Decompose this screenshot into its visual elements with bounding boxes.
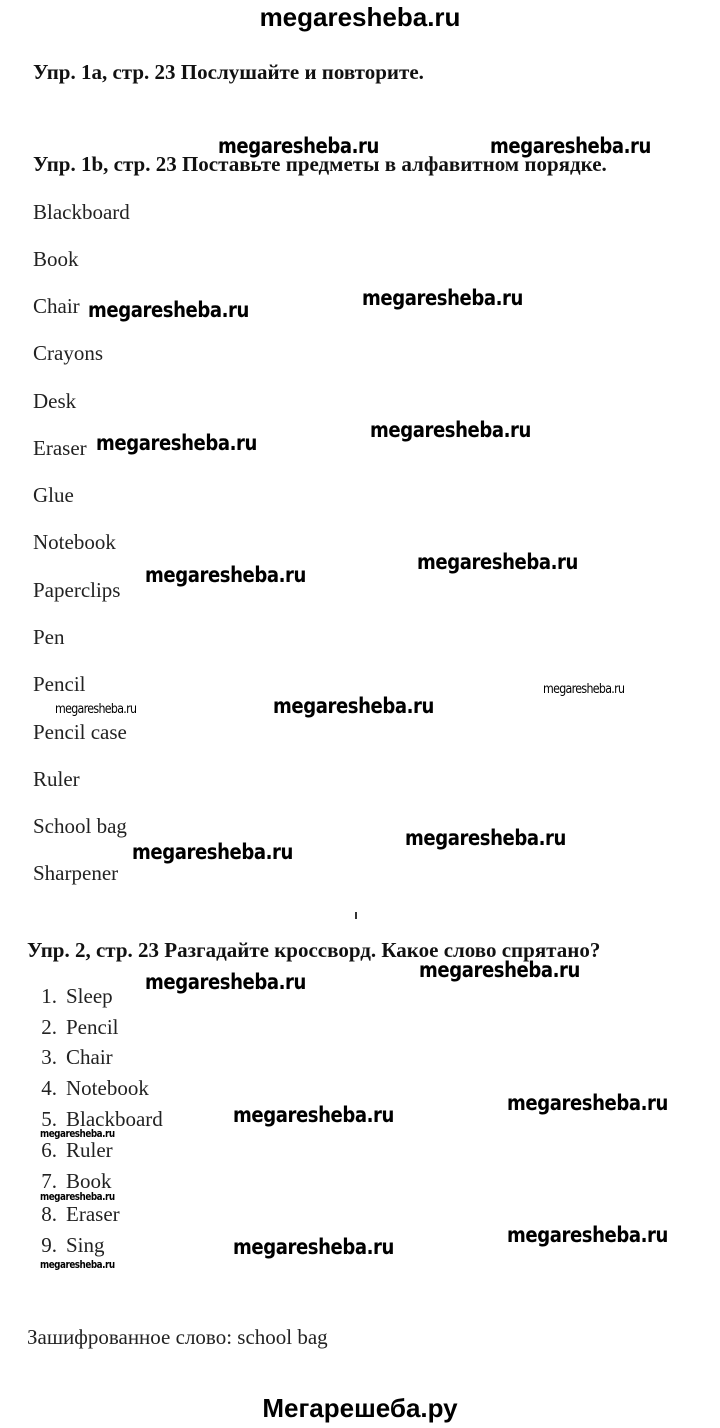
alphabet-word: Sharpener [33,861,119,885]
item-number: 2. [41,1015,57,1039]
watermark: megaresheba.ru [362,286,523,310]
watermark: megaresheba.ru [88,298,249,322]
watermark: megaresheba.ru [233,1103,394,1127]
alphabet-word: Notebook [33,530,116,554]
watermark: megaresheba.ru [543,682,625,697]
watermark: megaresheba.ru [370,418,531,442]
site-brand-top: megaresheba.ru [259,2,461,32]
crossword-item [27,1045,113,1070]
watermark: megaresheba.ru [145,563,306,587]
alphabet-word: Ruler [33,767,80,791]
crossword-item [27,1076,149,1101]
crossword-item [27,1138,113,1163]
item-number: 4. [41,1076,57,1100]
item-number: 5. [41,1107,57,1131]
alphabet-word: Glue [33,483,74,507]
watermark: megaresheba.ru [145,970,306,994]
alphabet-word: School bag [33,814,127,838]
watermark: megaresheba.ru [419,958,580,982]
item-word: Blackboard [66,1107,163,1131]
exercise-1b-heading: Упр. 1b, стр. 23 Поставьте предметы в алфавитном порядке. [33,152,607,176]
watermark: megaresheba.ru [273,694,434,718]
item-number: 3. [41,1045,57,1069]
alphabet-word: Blackboard [33,200,130,224]
item-word: Sing [66,1233,105,1257]
hidden-word-answer: Зашифрованное слово: school bag [27,1325,328,1349]
watermark: megaresheba.ru [233,1235,394,1259]
item-word: Chair [66,1045,113,1069]
crossword-item [27,1015,119,1040]
watermark: megaresheba.ru [55,702,137,717]
watermark: megaresheba.ru [40,1190,115,1203]
item-number: 8. [41,1202,57,1226]
item-number: 7. [41,1169,57,1193]
alphabet-word: Pencil case [33,720,127,744]
crossword-item [27,1233,105,1258]
item-word: Notebook [66,1076,149,1100]
alphabet-word: Crayons [33,341,103,365]
item-word: Ruler [66,1138,113,1162]
alphabet-word: Eraser [33,436,87,460]
exercise-1a-heading: Упр. 1а, стр. 23 Послушайте и повторите. [33,60,424,84]
watermark: megaresheba.ru [490,134,651,158]
item-word: Sleep [66,984,113,1008]
crossword-item [27,984,113,1009]
watermark: megaresheba.ru [218,134,379,158]
alphabet-word: Desk [33,389,77,413]
alphabet-word: Paperclips [33,578,121,602]
watermark: megaresheba.ru [40,1127,115,1140]
alphabet-word: Book [33,247,79,271]
stray-mark [355,912,357,919]
watermark: megaresheba.ru [405,826,566,850]
watermark: megaresheba.ru [132,840,293,864]
watermark: megaresheba.ru [417,550,578,574]
item-word: Book [66,1169,112,1193]
crossword-item [27,1202,120,1227]
alphabet-word: Pen [33,625,65,649]
watermark: megaresheba.ru [507,1223,668,1247]
alphabet-word: Pencil [33,672,86,696]
item-number: 9. [41,1233,57,1257]
exercise-2-heading: Упр. 2, стр. 23 Разгадайте кроссворд. Какое слово спрятано? [27,938,601,962]
item-word: Eraser [66,1202,120,1226]
watermark: megaresheba.ru [40,1258,115,1271]
item-word: Pencil [66,1015,119,1039]
watermark: megaresheba.ru [507,1091,668,1115]
watermark: megaresheba.ru [96,431,257,455]
alphabet-word: Chair [33,294,80,318]
item-number: 6. [41,1138,57,1162]
item-number: 1. [41,984,57,1008]
site-brand-bottom: Мегарешеба.ру [262,1393,458,1423]
